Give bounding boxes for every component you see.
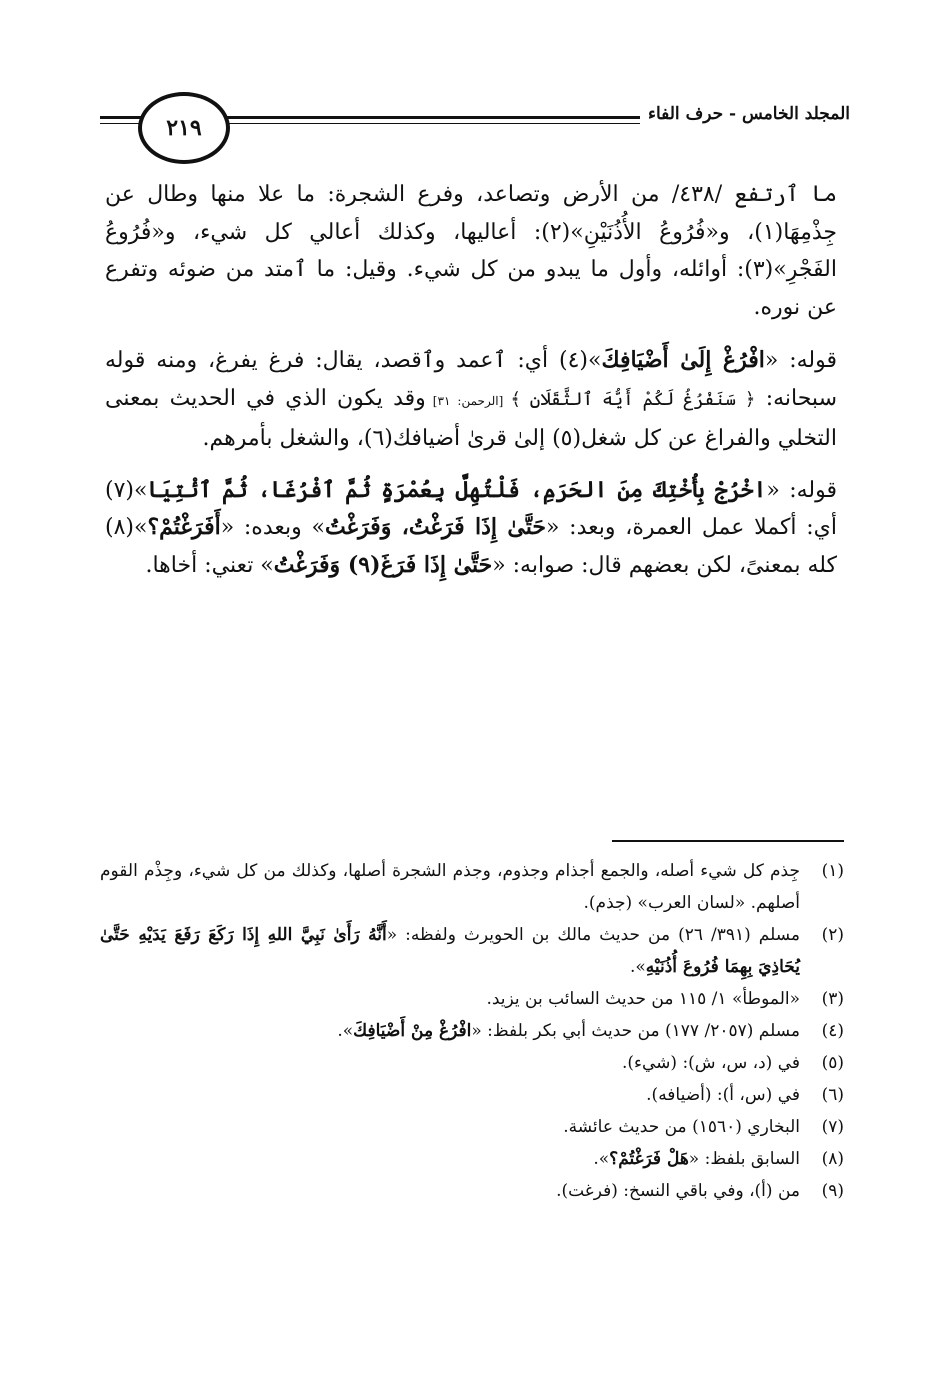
paragraph-2 (105, 342, 837, 458)
hadith-quote: حَتَّىٰ إِذَا فَرَغْتُ، وَفَرَغْتُ (324, 514, 546, 540)
footnote-text-part: ». (629, 957, 646, 977)
paragraph-3 (105, 472, 837, 585)
footnote (100, 919, 844, 983)
main-text (105, 176, 837, 598)
footnote (100, 1015, 844, 1047)
paragraph-1: ما ٱرتفع /٤٣٨/ من الأرض وتصاعد، وفرع الشجرة: ما علا منها وطال عن جِذْمِهَا(١)، و«فُرُوعُ الأُذُنَيْنِ»(٢): أعاليها، وكذلك أعالي كل شيء، و«فُرُوعُ الفَجْرِ»(٣): أوائله، وأول ما يبدو من كل شيء. وقيل: ما ٱمتد من ضوئه وتفرع عن نوره. (105, 182, 838, 320)
footnote-text (100, 1015, 800, 1047)
page-number: ٢١٩ (138, 92, 230, 164)
paragraph-2-text: قوله: « (764, 348, 837, 373)
footnote-text: من (أ)، وفي باقي النسخ: (فرغت). (556, 1181, 800, 1201)
footnote-text-part: مسلم (٢٠٥٧/ ١٧٧) من حديث أبي بكر بلفظ: « (471, 1021, 800, 1041)
footnote (100, 1079, 844, 1111)
paragraph-2-text: وقد يكون الذي في الحديث بمعنى التخلي والفراغ عن كل شغل(٥) إلىٰ قرىٰ أضيافك(٦)، والشغل بأمرهم. (105, 385, 837, 451)
footnote-text-part: السابق بلفظ: « (688, 1149, 800, 1169)
paragraph-3-text: » وبعده: « (220, 515, 325, 540)
footnote-text: في (د، س، ش): (شيء). (621, 1053, 800, 1073)
paragraph-3-text: »(٧) أي: أكملا عمل العمرة، وبعد: « (105, 477, 838, 540)
running-title: المجلد الخامس - حرف الفاء (640, 102, 850, 126)
footnote-quote: افْرُغْ مِنْ أَضْيَافِكَ (353, 1021, 472, 1041)
footnote-number: (١) (821, 861, 844, 881)
footnote (100, 1047, 844, 1079)
footnote-text (100, 1143, 800, 1175)
hadith-quote: حَتَّىٰ إِذَا فَرَغَ(٩) وَفَرَغْتُ (273, 551, 493, 578)
footnote-number: (٧) (821, 1117, 844, 1137)
footnote-text: في (س، أ): (أضيافه). (646, 1085, 800, 1105)
footnote-number: (٦) (821, 1085, 844, 1105)
footnote-separator (612, 840, 844, 842)
footnote-text: «الموطأ» ١/ ١١٥ من حديث السائب بن يزيد. (486, 989, 800, 1009)
paragraph-3-text: »(٨) كله بمعنىً، لكن بعضهم قال: صوابه: « (105, 515, 837, 578)
footnote (100, 1143, 844, 1175)
footnote-number: (٩) (821, 1181, 844, 1201)
footnote-quote: هَلْ فَرَغْتُمْ؟ (609, 1149, 689, 1169)
footnote-text: البخاري (١٥٦٠) من حديث عائشة. (563, 1117, 800, 1137)
footnote-number: (٥) (821, 1053, 844, 1073)
footnote-number: (٤) (821, 1021, 844, 1041)
footnote-text-part: مسلم (٣٩١/ ٢٦) من حديث مالك بن الحويرث ولفظه: « (386, 925, 801, 945)
footnote (100, 1111, 844, 1143)
quran-verse: ﴿ سَنَفْرُغُ لَكُمْ أَيُّهَ ٱلثَّقَلَانِ ﴾ (510, 388, 756, 410)
verse-reference: [الرحمن: ٣١] (425, 393, 511, 408)
page-header (100, 98, 850, 160)
footnotes (100, 855, 844, 1207)
footnote-number: (٨) (821, 1149, 844, 1169)
footnote-number: (٣) (821, 989, 844, 1009)
paragraph-2-text: »(٤) أي: ٱعمد وٱقصد، يقال: فرغ يفرغ، ومنه قوله سبحانه: (105, 348, 837, 411)
footnote (100, 855, 844, 919)
footnote (100, 983, 844, 1015)
footnote-text-part: ». (593, 1149, 610, 1169)
paragraph-3-text: » تعني: أخاها. (145, 552, 274, 578)
footnote-number: (٢) (821, 925, 844, 945)
footnote-text (100, 919, 800, 983)
footnote-text: جِذم كل شيء أصله، والجمع أجذام وجذوم، وجذم الشجرة أصلها، وكذلك من كل شيء، وجِذْم القوم أصلهم. «لسان العرب» (جذم). (100, 861, 800, 913)
hadith-quote: أَفَرَغْتُمْ؟ (147, 514, 221, 540)
footnote-quote: أَنَّهُ رَأَىٰ نَبِيَّ اللهِ إِذَا رَكَعَ رَفَعَ يَدَيْهِ حَتَّىٰ يُحَاذِيَ بِهِمَا فُرُوعَ أُذُنَيْهِ (100, 925, 800, 977)
footnote (100, 1175, 844, 1207)
paragraph-3-text: قوله: « (766, 477, 838, 503)
hadith-quote: افْرُغْ إِلَىٰ أَضْيَافِكَ (601, 347, 765, 373)
footnote-text-part: ». (337, 1021, 354, 1041)
hadith-quote: اخْرُجْ بِأُخْتِكَ مِنَ الحَرَمِ، فَلْتُهِلَّ بِعُمْرَةٍ ثُمَّ ٱفْرُغَا، ثُمَّ ٱئْتِيَا (147, 476, 767, 503)
